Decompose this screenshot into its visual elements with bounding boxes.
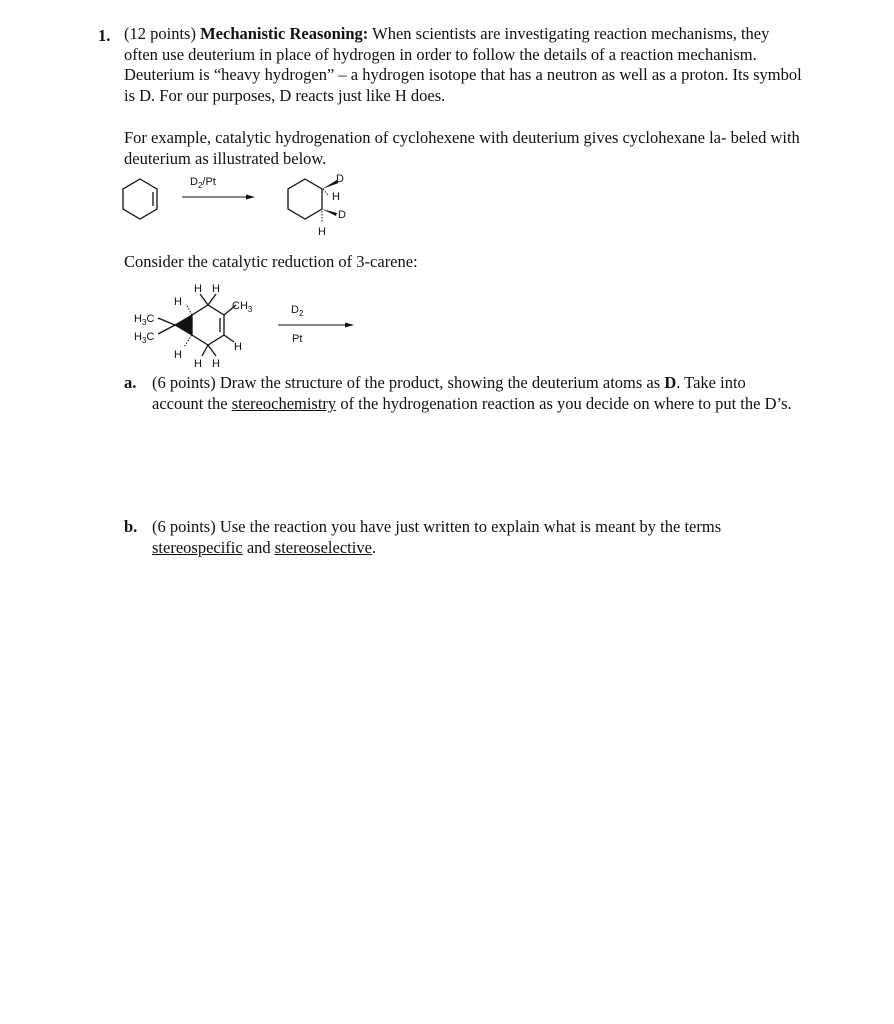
part-a-text-2: . Take into account the: [152, 373, 746, 413]
part-b-stereoselective-term: stereoselective: [274, 538, 372, 557]
part-a-text: [152, 372, 794, 414]
carene-ch3: $CH_3$: [232, 300, 253, 314]
question-points: (12 points): [124, 24, 196, 43]
example-text: For example, catalytic hydrogenation of cyclohexene with deuterium gives cyclohexane la- beled with deuterium as illustrated below.: [124, 128, 800, 168]
deuterated-cyclohexane-structure: [288, 179, 339, 222]
carene-h-top-left: H: [194, 283, 202, 295]
carene-h-bottom-left: H: [174, 349, 182, 361]
carene-reduction-scheme: [126, 280, 376, 372]
part-b-text-1: (6 points) Use the reaction you have just written to explain what is meant by the terms: [152, 517, 722, 536]
scheme1-label-h-bottom: H: [318, 226, 326, 238]
part-b-text: [152, 516, 794, 558]
carene-h3c-upper: $H_3C$: [134, 313, 155, 327]
part-b-label: b.: [124, 517, 138, 536]
scheme1-reaction-arrow: [182, 195, 255, 200]
carene-h-left: H: [174, 296, 182, 308]
carene-structure: [158, 294, 236, 356]
scheme2-reaction-arrow: [278, 323, 354, 328]
consider-text: Consider the catalytic reduction of 3-carene:: [124, 252, 418, 271]
carene-h-bottom-mid: H: [194, 358, 202, 370]
scheme2-reagent-bottom: Pt: [292, 333, 303, 345]
cyclohexene-hydrogenation-scheme: [110, 166, 370, 246]
carene-h3c-lower: $H_3C$: [134, 331, 155, 345]
part-b-stereospecific-term: stereospecific: [152, 538, 243, 557]
part-a-text-1: (6 points) Draw the structure of the product, showing the deuterium atoms as: [152, 373, 665, 392]
question-intro-text: When scientists are investigating reaction mechanisms, they often use deuterium in place of hydrogen in order to follow the details of a reaction mechanism. Deuterium is “heavy hydrogen” – a hydrogen isotope that has a neutron as well as a proton. Its symbol is D. For our purposes, D reacts just like H does.: [124, 24, 802, 105]
part-a-text-3: of the hydrogenation reaction as you decide on where to put the D’s.: [336, 394, 792, 413]
carene-h-bottom-right: H: [212, 358, 220, 370]
carene-h-right: H: [234, 341, 242, 353]
part-b-text-2: and: [242, 538, 275, 557]
scheme2-reagent-top: $D_2$: [291, 304, 304, 318]
scheme1-reagent: $D_2/Pt$: [190, 176, 216, 190]
question-number: 1.: [98, 26, 111, 45]
scheme1-label-d-mid: D: [338, 209, 346, 221]
scheme1-label-h-mid: H: [332, 191, 340, 203]
question-topic: Mechanistic Reasoning:: [200, 24, 369, 43]
cyclohexene-structure: [123, 179, 157, 219]
carene-h-top-right: H: [212, 283, 220, 295]
part-a-d-symbol: D: [664, 373, 677, 392]
part-a-stereochemistry-term: stereochemistry: [231, 394, 337, 413]
part-a-label: a.: [124, 373, 137, 392]
question-intro: [124, 24, 804, 106]
scheme1-label-d-top: D: [336, 173, 344, 185]
part-b-text-3: .: [371, 538, 377, 557]
